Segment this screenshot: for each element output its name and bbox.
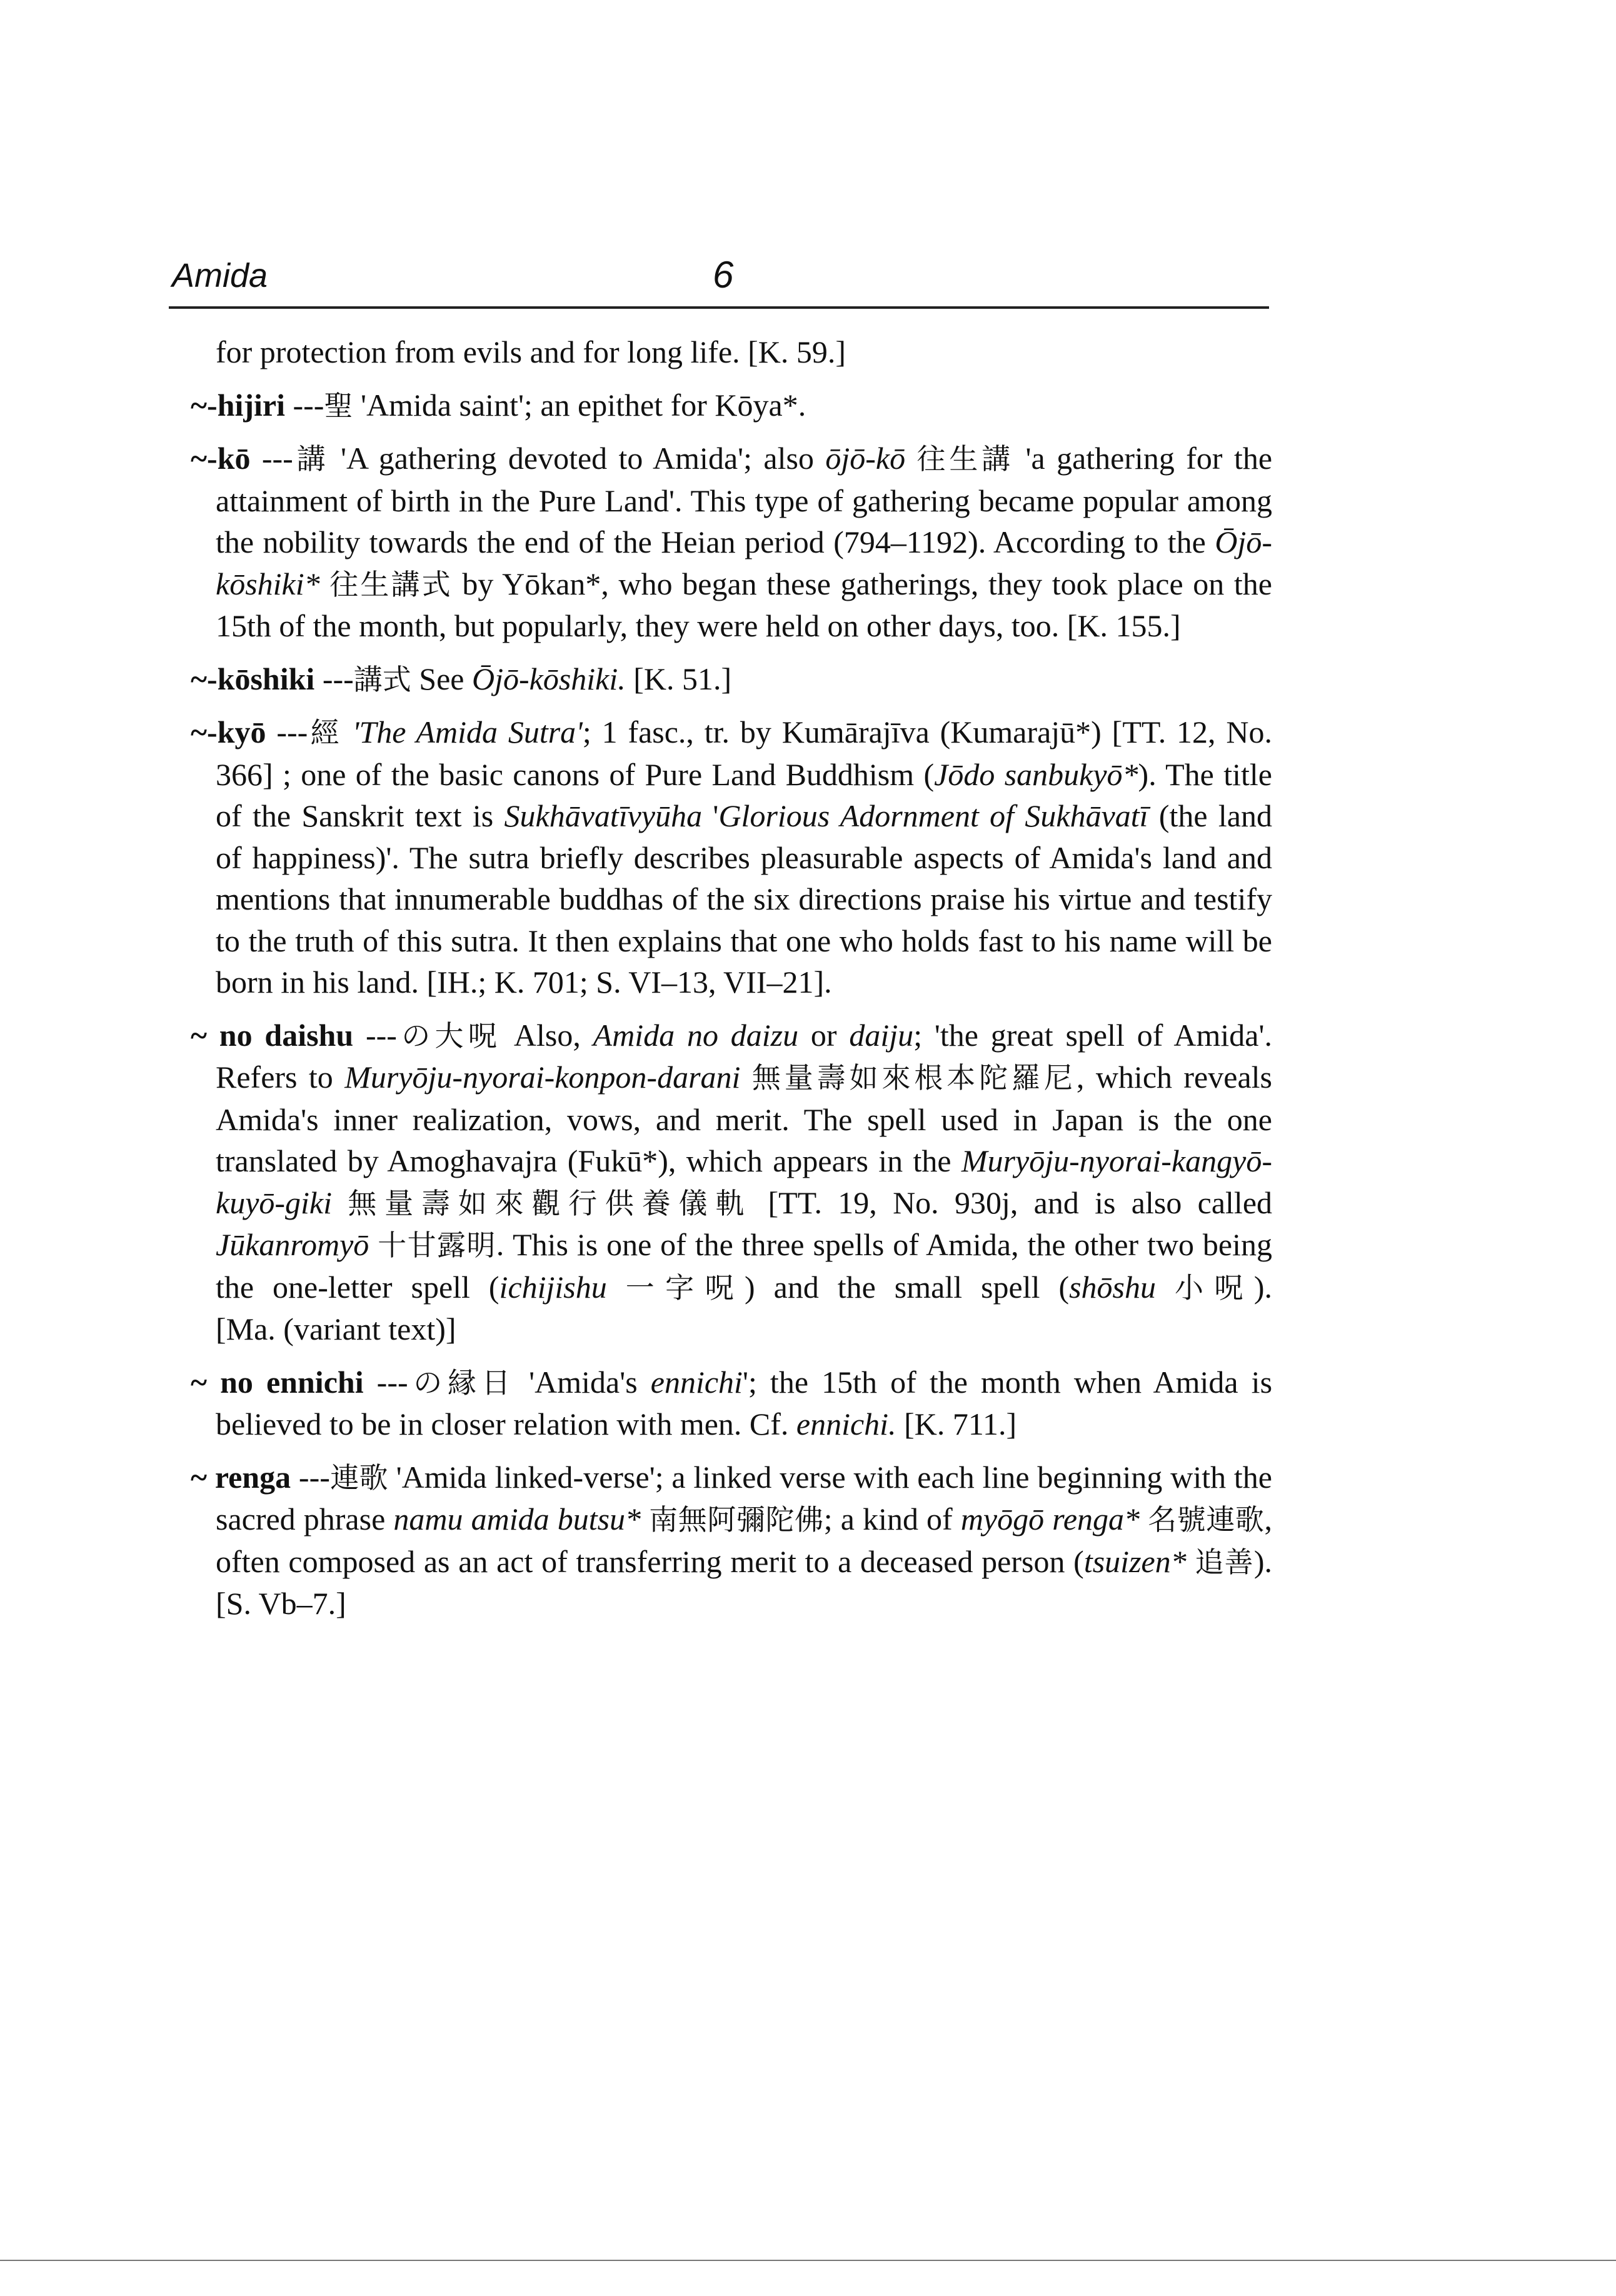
entry-dash: --- [284,387,324,423]
entry-dash: --- [353,1017,397,1053]
entry-text: , often composed as an act of transferring merit to a deceased person ( [216,1501,1273,1579]
entry-term: Ōjō-kōshiki. [471,661,626,696]
entry-term: ichijishu [499,1269,607,1305]
entry-text: Also, [501,1017,593,1053]
entry-reference: [K. 59.] [748,334,846,369]
entry-headword: ~-kō [191,441,251,476]
entry-text: '; the 15th of the month when Amida is believed to be in closer relation with men. Cf. [216,1364,1273,1441]
entry-kanji: 經 [308,716,342,749]
entry-kanji: 南無阿彌陀佛 [649,1503,824,1537]
entry-reference: [K. 155.] [1066,608,1181,643]
page-number: 6 [713,254,734,296]
entry-no-ennichi [191,1361,1272,1445]
entry-dash: --- [363,1364,408,1400]
entry-kanji: 聖 [324,388,353,423]
entry-kanji: 連歌 [329,1460,388,1495]
page-header [169,250,1269,306]
entry-text: ). [1253,1269,1273,1305]
entry-term: ennichi. [796,1406,896,1441]
entry-term: Glorious Adornment of Sukhāvatī [718,798,1148,833]
entry-kanji: 往生講 [916,442,1015,476]
entry-headword: ~-kyō [191,714,266,749]
entry-kanji: 小呪 [1174,1270,1254,1305]
entry-term: ōjō-kō [825,441,906,476]
entry-kanji: 一字呪 [625,1270,745,1305]
entry-text: 'Amida saint'; an epithet for Kōya*. [353,387,806,423]
entry-hijiri [191,384,1272,427]
entry-headword: ~ no ennichi [191,1364,364,1400]
entry-text: ). The title of the Sanskrit text is [216,756,1272,833]
entry-text [905,441,916,476]
entry-kanji: 追善 [1195,1545,1254,1579]
entry-term: Amida no daizu [593,1017,799,1053]
entry-term: daiju [849,1017,914,1053]
entry-headword: ~ renga [191,1459,291,1495]
entry-kanji: 十甘露明 [378,1228,496,1262]
entry-ko [191,438,1272,647]
entry-text: See [411,661,472,696]
entry-text [342,714,353,749]
entry-kanji: 名號連歌 [1148,1503,1265,1537]
entry-text [1156,1270,1175,1305]
entry-headword: ~-kōshiki [191,661,315,696]
entry-headword: ~-hijiri [191,387,285,423]
entry-text: by Yōkan*, who began these gatherings, they took place on the 15th of the month, but popularly, they were held on other days, too. [216,566,1273,643]
entry-kanji: 無量壽如來觀行供養儀軌 [348,1186,753,1220]
entry-kanji: 往生講式 [329,567,453,601]
entry-term: Jōdo sanbukyō* [934,756,1138,792]
entry-reference: [Ma. (variant text)] [216,1311,456,1346]
entry-text: [TT. 19, No. 930j, and is also called [752,1185,1273,1220]
entry-term: ennichi [650,1364,743,1400]
entry-kanji: 無量壽如來根本陀羅尼 [751,1061,1076,1095]
entry-text [332,1185,348,1220]
entry-text [1187,1544,1195,1579]
entry-text [641,1501,649,1537]
entry-text: , which reveals Amida's inner realization, vows, and merit. The spell used in Japan is the one translated by Amoghavajra (Fukū*), which appears in the [216,1060,1272,1178]
entry-text: for protection from evils and for long life. [216,334,748,369]
entry-term: 'The Amida Sutra' [352,714,583,749]
entry-koshiki [191,658,1272,701]
entry-reference: [K. 51.] [633,661,732,696]
entry-text: or [798,1017,850,1053]
entry-headword: ~ no daishu [191,1017,354,1053]
entry-term: tsuizen* [1083,1543,1187,1579]
entry-kanji: 講式 [353,662,411,696]
entry-term: Muryōju-nyorai-konpon-darani [344,1060,741,1095]
entry-renga [191,1456,1272,1625]
entry-text: ' [702,798,719,833]
entry-text [626,661,634,696]
entry-text [320,566,330,601]
entry-text: ) and the small spell ( [745,1269,1070,1305]
entry-text: (the land of happiness)'. The sutra briefly describes pleasurable aspects of Amida's land and mentions that innumerable buddhas of the six directions praise his virtue and testify to the truth of this sutra. It then explains that one who holds fast to his name will be born in his land. [216,798,1272,1000]
entry-kanji: 講 [293,442,329,476]
entry-dash: --- [314,661,354,696]
entry-text [607,1270,626,1305]
entry-term: Muryōju-nyorai-kangyō-kuyō-giki [216,1143,1272,1220]
bottom-scan-rule [0,2260,1616,2261]
entry-dash: --- [266,714,308,749]
entry-continuation [191,331,1272,373]
entry-reference: [S. Vb–7.] [216,1586,346,1621]
entry-kyo [191,711,1272,1003]
entry-text: . This is one of the three spells of Amida, the other two being the one-letter spell ( [216,1227,1273,1305]
header-rule [169,306,1269,309]
entry-term: Ōjō-kōshiki* [216,524,1272,601]
entry-text: ; 'the great spell of Amida'. Refers to [216,1017,1272,1095]
entry-term: Sukhāvatīvyūha [504,798,703,833]
entry-text: 'A gathering devoted to Amida'; also [329,441,826,476]
entry-reference: [IH.; K. 701; S. VI–13, VII–21]. [426,965,832,1000]
entry-text: ). [1253,1543,1272,1579]
entry-no-daishu [191,1015,1272,1350]
entry-text [1140,1501,1148,1537]
entry-text: 'Amida linked-verse'; a linked verse with each line beginning with the sacred phrase [216,1459,1273,1537]
entry-kanji: の大呪 [396,1018,502,1053]
entry-dash: --- [291,1459,330,1495]
entry-term: namu amida butsu* [393,1501,641,1537]
entry-dash: --- [250,441,293,476]
entry-text [369,1227,378,1262]
entry-text: 'a gathering for the attainment of birth in the Pure Land'. This type of gathering became popular among the nobility towards the end of the Heian period (794–1192). According to the [216,441,1273,559]
entry-text [896,1406,905,1441]
entry-text [740,1060,751,1095]
entry-reference: [K. 711.] [904,1406,1017,1441]
dictionary-body [191,331,1272,1636]
entry-term: myōgō renga* [960,1501,1140,1537]
entry-text: 'Amida's [516,1364,651,1400]
entry-kanji: の縁日 [408,1365,516,1400]
entry-text: ; a kind of [823,1501,961,1537]
running-head: Amida [172,257,268,294]
entry-term: shōshu [1069,1269,1157,1305]
entry-term: Jūkanromyō [216,1227,369,1262]
entry-text: ; 1 fasc., tr. by Kumārajīva (Kumarajū*) [TT. 12, No. 366] ; one of the basic canons of Pure Land Buddhism ( [216,714,1272,792]
